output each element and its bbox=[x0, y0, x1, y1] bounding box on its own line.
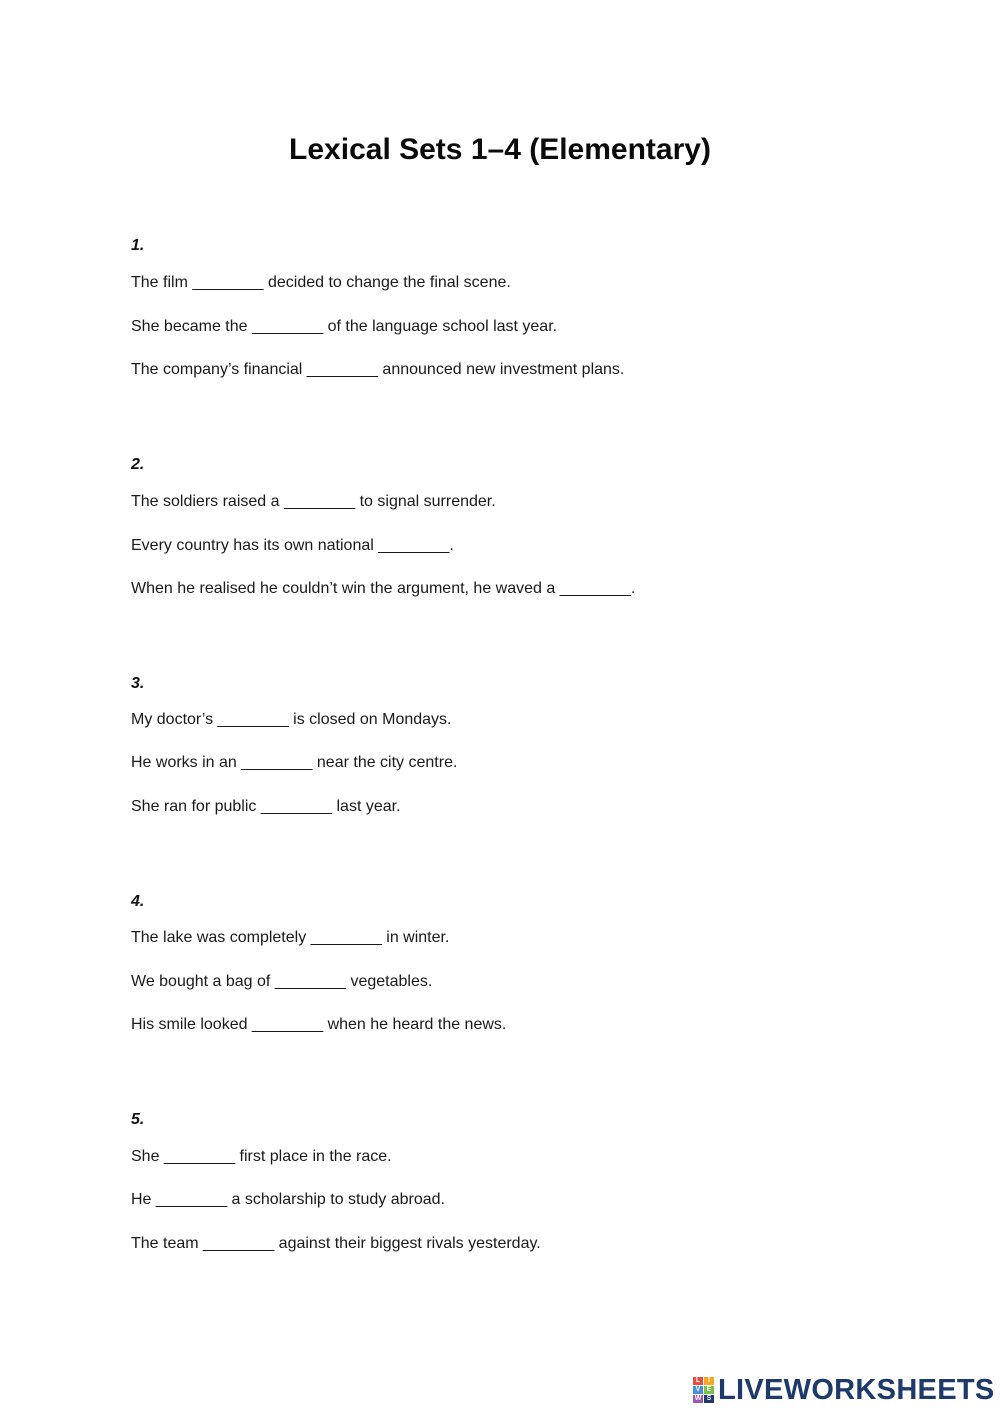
section-number: 2. bbox=[131, 456, 145, 473]
sentence: We bought a bag of ________ vegetables. bbox=[131, 973, 433, 990]
sentence: His smile looked ________ when he heard the news. bbox=[131, 1016, 507, 1033]
sentence: The lake was completely ________ in winter. bbox=[131, 929, 450, 946]
sentence: She ran for public ________ last year. bbox=[131, 798, 401, 815]
sentence: She ________ first place in the race. bbox=[131, 1148, 392, 1165]
section-number: 5. bbox=[131, 1111, 145, 1128]
sentence: The soldiers raised a ________ to signal surrender. bbox=[131, 493, 496, 510]
liveworksheets-brand[interactable] bbox=[693, 1372, 995, 1408]
section-number: 1. bbox=[131, 237, 145, 254]
liveworksheets-logo-icon: L I V E W S bbox=[693, 1377, 715, 1403]
section-number: 4. bbox=[131, 893, 145, 910]
brand-text: LIVEWORKSHEETS bbox=[718, 1374, 995, 1406]
sentence: Every country has its own national ________. bbox=[131, 537, 454, 554]
sentence: The company’s financial ________ announced new investment plans. bbox=[131, 361, 625, 378]
sentence: He ________ a scholarship to study abroad. bbox=[131, 1191, 445, 1208]
sentence: The team ________ against their biggest rivals yesterday. bbox=[131, 1235, 541, 1252]
sentence: She became the ________ of the language school last year. bbox=[131, 318, 558, 335]
sentence: My doctor’s ________ is closed on Mondays. bbox=[131, 711, 452, 728]
sentence: When he realised he couldn’t win the argument, he waved a ________. bbox=[131, 580, 636, 597]
section-number: 3. bbox=[131, 675, 145, 692]
sentence: The film ________ decided to change the final scene. bbox=[131, 274, 511, 291]
sentence: He works in an ________ near the city centre. bbox=[131, 754, 458, 771]
page-title: Lexical Sets 1–4 (Elementary) bbox=[289, 133, 711, 166]
